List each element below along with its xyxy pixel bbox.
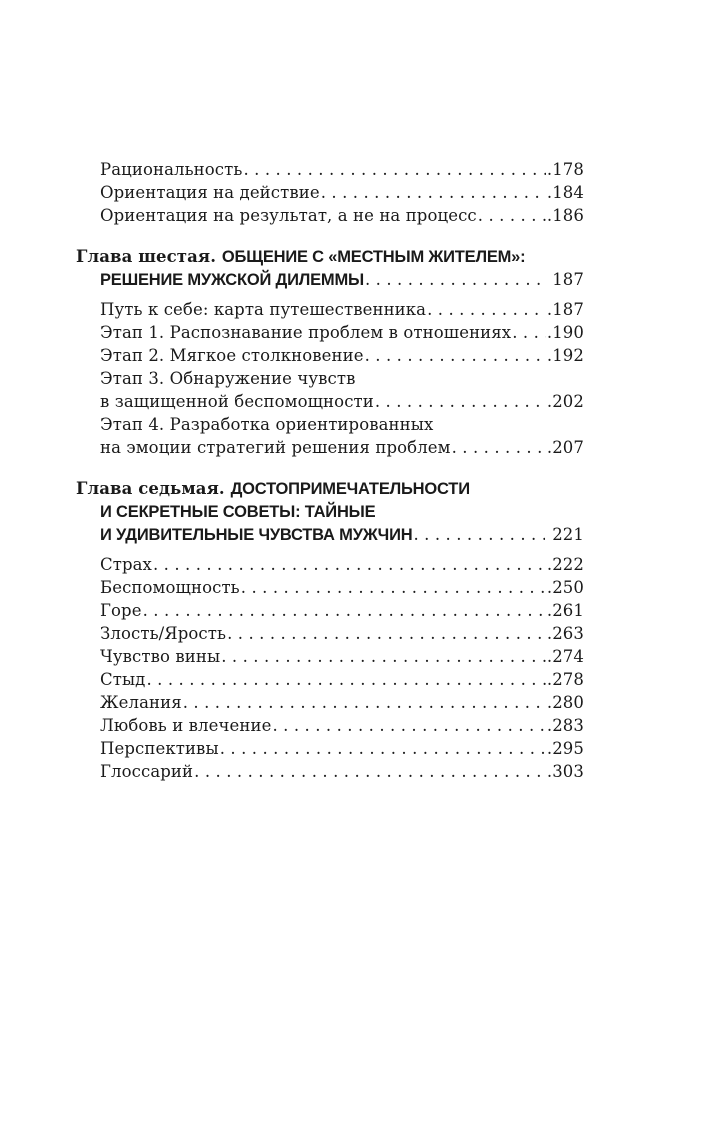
dot-leader [153,553,546,576]
toc-entry-label: Глоссарий [100,762,194,781]
chapter-heading-last-line [76,523,584,546]
toc-entry [76,691,584,714]
dot-leader [272,714,545,737]
toc-entry [76,181,584,204]
toc-entry-page: .295 [546,739,584,758]
toc-entry-page: .207 [546,438,584,457]
dot-leader [243,158,545,181]
chapter-six-entries [76,298,584,459]
toc-entry [76,390,584,413]
toc-entry-page: .263 [546,624,584,643]
toc-entry-label: Стыд [100,670,146,689]
toc-entry [76,576,584,599]
dot-leader [375,390,546,413]
toc-entry [76,714,584,737]
toc-entry-page: .192 [546,346,584,365]
chapter-heading-last-line [76,268,584,291]
chapter-title-line: ОБЩЕНИЕ С «МЕСТНЫМ ЖИТЕЛЕМ»: [221,248,526,266]
toc-entry-label: Ориентация на действие [100,183,320,202]
dot-leader [365,268,545,291]
dot-leader [221,645,546,668]
toc-entry-label: Злость/Ярость [100,624,227,643]
chapter-page: 187 [552,270,584,289]
toc-entry-label: Перспективы [100,739,219,758]
toc-entry-label: на эмоции стратегий решения проблем [100,438,451,457]
toc-entry [76,599,584,622]
dot-leader [143,599,546,622]
dot-leader [478,204,546,227]
toc-entry-label: Этап 1. Распознавание проблем в отношениях [100,323,512,342]
toc-entry-label: Желания [100,693,182,712]
toc-entry-page: .278 [546,670,584,689]
toc-entry-page: .222 [546,555,584,574]
toc-entry-label: Любовь и влечение [100,716,272,735]
toc-entry-page: .261 [546,601,584,620]
chapter-label: Глава седьмая. [76,479,225,498]
chapter-heading-line [76,245,584,268]
section-previous-entries [76,158,584,227]
dot-leader [427,298,546,321]
chapter-title-line: ДОСТОПРИМЕЧАТЕЛЬНОСТИ [230,480,470,498]
toc-entry [76,553,584,576]
chapter-six [76,245,584,459]
toc-entry-label: Этап 2. Мягкое столкновение [100,346,364,365]
dot-leader [241,576,546,599]
chapter-title-line: И УДИВИТЕЛЬНЫЕ ЧУВСТВА МУЖЧИН [100,526,413,544]
chapter-heading-line [76,477,584,500]
toc-entry [76,645,584,668]
dot-leader [220,737,546,760]
dot-leader [321,181,546,204]
toc-entry-label: Рациональность [100,160,243,179]
toc-entry [76,436,584,459]
dot-leader [452,436,546,459]
toc-entry-label: Горе [100,601,142,620]
toc-entry [76,622,584,645]
toc-entry-page: .178 [546,160,584,179]
toc-entry-label: Путь к себе: карта путешественника [100,300,427,319]
dot-leader [512,321,546,344]
toc-entry [76,668,584,691]
chapter-heading-line [76,500,584,523]
toc-entry-label: Страх [100,555,152,574]
chapter-page: 221 [552,525,584,544]
dot-leader [146,668,545,691]
toc-entry [76,344,584,367]
toc-entry [76,158,584,181]
dot-leader [183,691,546,714]
toc-entry-label-line: Этап 3. Обнаружение чувств [100,369,356,388]
toc-entry-label-line: Этап 4. Разработка ориентированных [100,415,434,434]
chapter-label: Глава шестая. [76,247,217,266]
toc-entry [76,204,584,227]
toc-entry [76,321,584,344]
toc-entry-page: .274 [546,647,584,666]
chapter-title-line: РЕШЕНИЕ МУЖСКОЙ ДИЛЕММЫ [100,271,364,289]
toc-entry-page: .187 [546,300,584,319]
dot-leader [365,344,546,367]
toc-entry [76,760,584,783]
dot-leader [413,523,545,546]
toc-entry-page: .250 [546,578,584,597]
toc-entry-page: .190 [546,323,584,342]
toc-entry-label: Ориентация на результат, а не на процесс [100,206,477,225]
toc-entry [76,737,584,760]
toc-entry-page: .280 [546,693,584,712]
chapter-title-line: И СЕКРЕТНЫЕ СОВЕТЫ: ТАЙНЫЕ [100,503,376,521]
toc-entry-label: Чувство вины [100,647,221,666]
toc-entry-page: .186 [546,206,584,225]
toc-entry-page: .184 [546,183,584,202]
chapter-seven [76,477,584,783]
toc-entry-label: Беспомощность [100,578,240,597]
toc-entry [76,298,584,321]
table-of-contents [76,158,584,783]
dot-leader [194,760,546,783]
toc-entry-page: .303 [546,762,584,781]
toc-entry-label: в защищенной беспомощности [100,392,374,411]
toc-entry-page: .202 [546,392,584,411]
toc-entry-page: .283 [546,716,584,735]
chapter-seven-entries [76,553,584,783]
dot-leader [227,622,546,645]
